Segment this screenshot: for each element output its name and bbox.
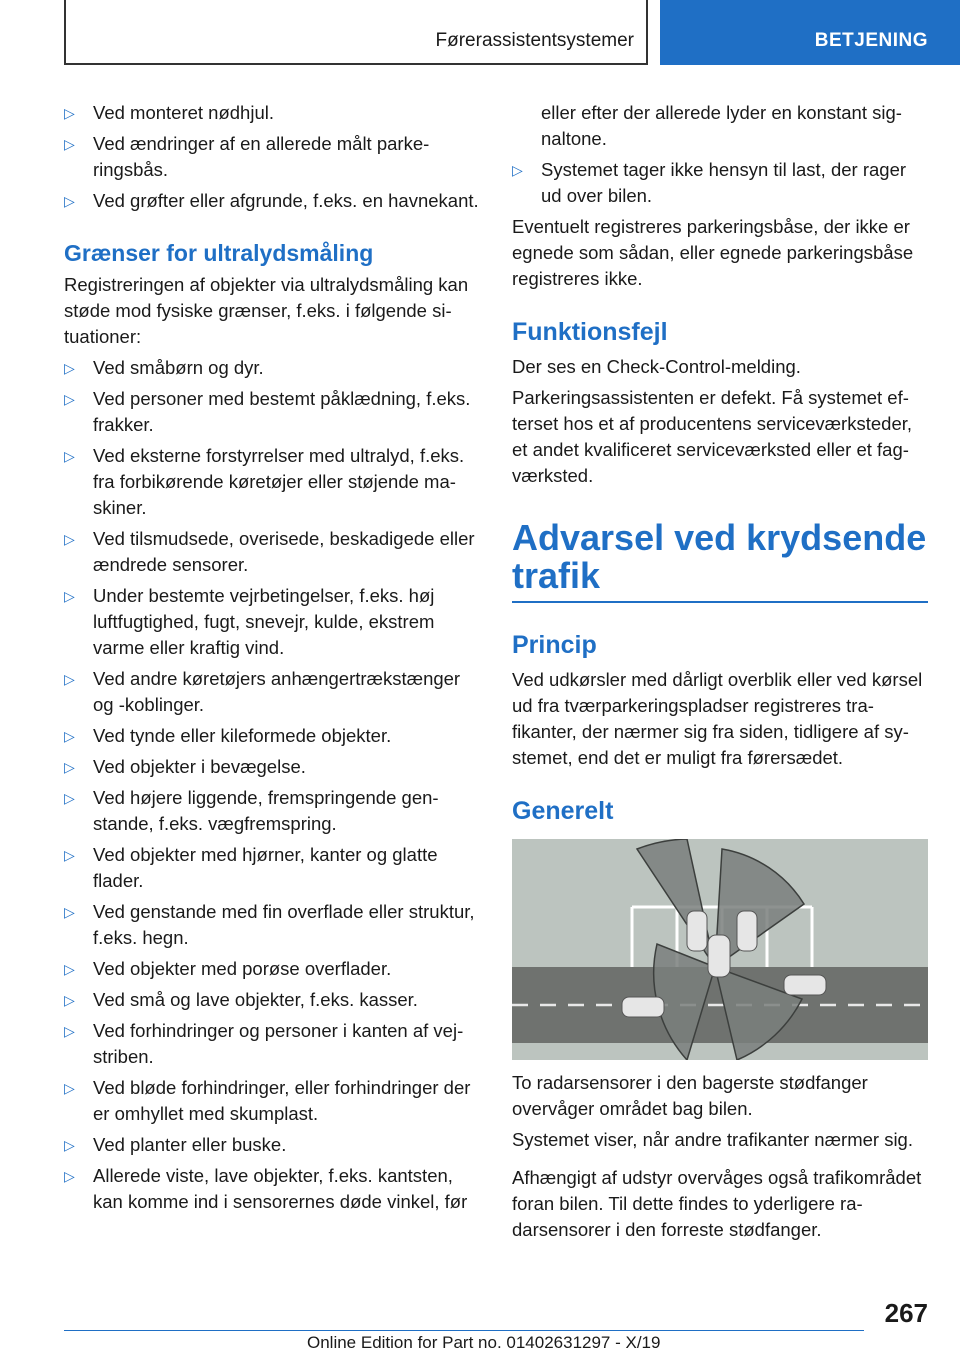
list-item	[64, 1075, 482, 1127]
triangle-bullet-icon: ▷	[64, 588, 75, 604]
list-item	[64, 1163, 482, 1215]
list-item-text: Ved objekter med hjørner, kanter og glatte flader.	[93, 844, 438, 891]
triangle-bullet-icon: ▷	[64, 136, 75, 152]
list-item	[64, 723, 482, 749]
list-item	[64, 842, 482, 894]
bullet-list-top	[64, 100, 482, 214]
paragraph: Systemet viser, når andre trafikanter nærmer sig.	[512, 1129, 913, 1150]
list-item-text: Ved monteret nødhjul.	[93, 102, 274, 123]
section-heading-fault: Funktionsfejl	[512, 318, 668, 346]
list-item-text: Ved grøfter eller afgrunde, f.eks. en havnekant.	[93, 190, 479, 211]
list-item-text: Ved ændringer af en allerede målt parkeringsbås.	[93, 133, 430, 180]
list-item-text: Ved objekter i bevægelse.	[93, 756, 306, 777]
chapter-tab-label: BETJENING	[814, 30, 928, 51]
list-item	[64, 899, 482, 951]
chapter-title: Advarsel ved krydsende trafik	[512, 519, 928, 603]
list-item	[64, 131, 482, 183]
chapter-tab[interactable]	[660, 0, 960, 65]
continued-bullet-text: eller efter der allerede lyder en konstant signaltone.	[541, 102, 902, 149]
list-item	[64, 754, 482, 780]
triangle-bullet-icon: ▷	[64, 1023, 75, 1039]
list-item	[64, 188, 482, 214]
triangle-bullet-icon: ▷	[64, 193, 75, 209]
triangle-bullet-icon: ▷	[64, 1137, 75, 1153]
triangle-bullet-icon: ▷	[64, 961, 75, 977]
list-item-text: Under bestemte vejrbetingelser, f.eks. høj luftfugtighed, fugt, snevejr, kulde, ekstrem varme eller kraftig vind.	[93, 585, 435, 658]
list-item-text: Ved objekter med porøse overflader.	[93, 958, 392, 979]
list-item	[64, 443, 482, 521]
bullet-list-limits	[64, 355, 482, 1215]
section-heading-principle: Princip	[512, 631, 597, 659]
triangle-bullet-icon: ▷	[64, 531, 75, 547]
list-item-text: Ved andre køretøjers anhængertrækstænger og -koblinger.	[93, 668, 461, 715]
triangle-bullet-icon: ▷	[64, 105, 75, 121]
list-item	[64, 666, 482, 718]
triangle-bullet-icon: ▷	[512, 162, 523, 178]
list-item	[64, 987, 482, 1013]
list-item-text: Ved planter eller buske.	[93, 1134, 287, 1155]
header-frame	[64, 0, 648, 65]
list-item-text: Ved tilsmudsede, overisede, beskadigede eller ændrede sensorer.	[93, 528, 475, 575]
footer-rule	[64, 1330, 864, 1331]
cross-traffic-illustration	[512, 839, 928, 1060]
intro-paragraph: Registreringen af objekter via ultralydsmåling kan støde mod fysiske grænser, f.eks. i følgende situationer:	[64, 274, 469, 347]
triangle-bullet-icon: ▷	[64, 759, 75, 775]
list-item-text: Ved små og lave objekter, f.eks. kasser.	[93, 989, 418, 1010]
list-item-text: Ved eksterne forstyrrelser med ultralyd, f.eks. fra forbikørende køretøjer eller støjende maskiner.	[93, 445, 465, 518]
triangle-bullet-icon: ▷	[64, 992, 75, 1008]
triangle-bullet-icon: ▷	[64, 1080, 75, 1096]
section-title: Førerassistentsystemer	[435, 30, 634, 51]
triangle-bullet-icon: ▷	[64, 391, 75, 407]
triangle-bullet-icon: ▷	[64, 671, 75, 687]
list-item	[64, 583, 482, 661]
triangle-bullet-icon: ▷	[64, 847, 75, 863]
triangle-bullet-icon: ▷	[64, 728, 75, 744]
triangle-bullet-icon: ▷	[64, 790, 75, 806]
paragraph: To radarsensorer i den bagerste stødfanger overvåger området bag bilen.	[512, 1072, 868, 1119]
page-number: 267	[884, 1298, 928, 1328]
paragraph: Ved udkørsler med dårligt overblik eller ved kørsel ud fra tværparkeringspladser registreres trafikanter, der nærmer sig fra siden, tidligere af systemet, end det er muligt fra førersædet.	[512, 669, 923, 768]
list-item	[64, 100, 482, 126]
list-item	[512, 157, 928, 209]
list-item	[64, 1018, 482, 1070]
section-heading-general: Generelt	[512, 797, 614, 825]
list-item	[64, 386, 482, 438]
paragraph: Der ses en Check-Control-melding.	[512, 356, 801, 377]
list-item-text: Ved personer med bestemt påklædning, f.eks. frakker.	[93, 388, 471, 435]
section-heading-ultrasound-limits: Grænser for ultralydsmåling	[64, 240, 374, 266]
right-column	[512, 100, 928, 1248]
list-item-text: Ved tynde eller kileformede objekter.	[93, 725, 392, 746]
list-item-text: Ved forhindringer og personer i kanten af vejstriben.	[93, 1020, 464, 1067]
triangle-bullet-icon: ▷	[64, 448, 75, 464]
triangle-bullet-icon: ▷	[64, 360, 75, 376]
paragraph: Afhængigt af udstyr overvåges også trafikområdet foran bilen. Til dette findes to yderligere radarsensorer i den forreste stødfanger.	[512, 1167, 922, 1240]
list-item-text: Ved genstande med fin overflade eller struktur, f.eks. hegn.	[93, 901, 475, 948]
list-item	[64, 1132, 482, 1158]
list-item	[64, 785, 482, 837]
list-item	[64, 526, 482, 578]
edition-note: Online Edition for Part no. 01402631297 - X/19	[307, 1333, 661, 1352]
triangle-bullet-icon: ▷	[64, 904, 75, 920]
left-column	[64, 100, 482, 1220]
paragraph: Eventuelt registreres parkeringsbåse, der ikke er egnede som sådan, eller egnede parkeringsbåse registreres ikke.	[512, 216, 914, 289]
list-item-text: Allerede viste, lave objekter, f.eks. kantsten, kan komme ind i sensorernes døde vinkel, før	[93, 1165, 468, 1212]
list-item	[64, 956, 482, 982]
list-item-text: Systemet tager ikke hensyn til last, der rager ud over bilen.	[541, 159, 907, 206]
list-item-text: Ved højere liggende, fremspringende genstande, f.eks. vægfremspring.	[93, 787, 439, 834]
list-item-text: Ved bløde forhindringer, eller forhindringer der er omhyllet med skumplast.	[93, 1077, 471, 1124]
list-item-text: Ved småbørn og dyr.	[93, 357, 264, 378]
paragraph: Parkeringsassistenten er defekt. Få systemet efterset hos et af producentens serviceværksteder, et andet kvalificeret serviceværksted eller et fagværksted.	[512, 387, 913, 486]
triangle-bullet-icon: ▷	[64, 1168, 75, 1184]
list-item	[64, 355, 482, 381]
